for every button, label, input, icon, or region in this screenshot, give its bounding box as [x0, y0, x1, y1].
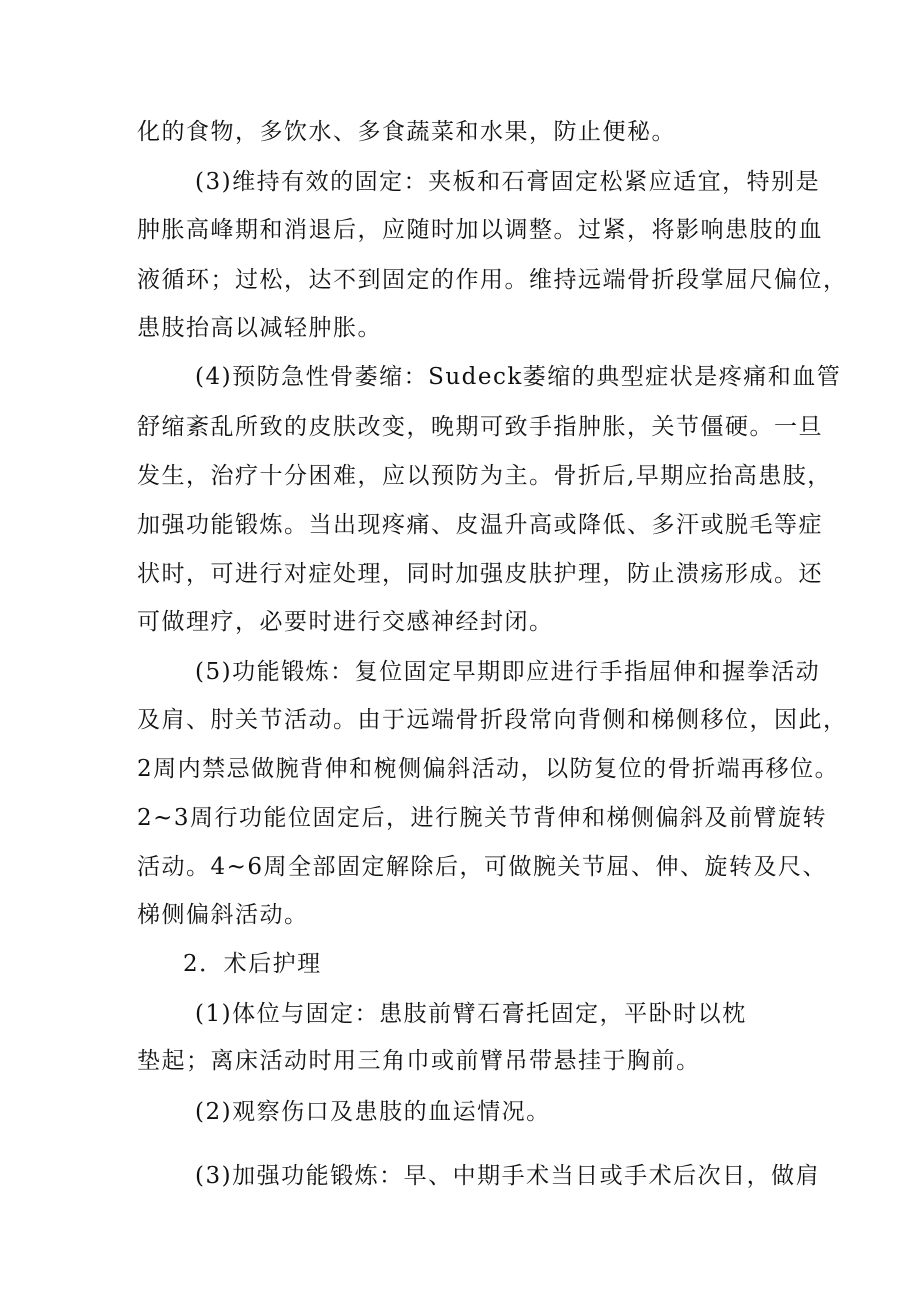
text-line: (4)预防急性骨萎缩：Sudeck萎缩的典型症状是疼痛和血管: [195, 364, 842, 390]
text-line: 发生，治疗十分困难，应以预防为主。骨折后,早期应抬高患肢，: [137, 463, 832, 489]
text-line: 梯侧偏斜活动。: [137, 902, 309, 928]
text-line: (1)体位与固定：患肢前臂石膏托固定，平卧时以枕: [195, 1001, 747, 1027]
text-line: 2~3周行功能位固定后，进行腕关节背伸和梯侧偏斜及前臂旋转: [137, 805, 828, 831]
text-line: (3)维持有效的固定：夹板和石膏固定松紧应适宜，特别是: [195, 169, 821, 195]
text-line: 2周内禁忌做腕背伸和椀侧偏斜活动，以防复位的骨折端再移位。: [137, 756, 840, 782]
text-line: (3)加强功能锻炼：早、中期手术当日或手术后次日，做肩: [195, 1163, 821, 1189]
text-line: 垫起；离床活动时用三角巾或前臂吊带悬挂于胸前。: [137, 1048, 701, 1074]
text-line: 患肢抬高以减轻肿胀。: [137, 315, 382, 341]
text-line: 肿胀高峰期和消退后，应随时加以调整。过紧，将影响患肢的血: [137, 217, 823, 243]
section-heading: 2．术后护理: [183, 951, 322, 977]
text-line: (5)功能锻炼：复位固定早期即应进行手指屈伸和握拳活动: [195, 659, 821, 685]
text-line: 化的食物，多饮水、多食蔬菜和水果，防止便秘。: [137, 119, 676, 145]
text-line: (2)观察伤口及患肢的血运情况。: [195, 1099, 551, 1125]
text-line: 活动。4~6周全部固定解除后，可做腕关节屈、伸、旋转及尺、: [137, 854, 828, 880]
text-line: 可做理疗，必要时进行交感神经封闭。: [137, 609, 554, 635]
text-line: 舒缩紊乱所致的皮肤改变，晚期可致手指肿胀，关节僵硬。一旦: [137, 414, 823, 440]
text-line: 液循环；过松，达不到固定的作用。维持远端骨折段掌屈尺偏位，: [137, 267, 848, 293]
text-line: 加强功能锻炼。当出现疼痛、皮温升高或降低、多汗或脱毛等症: [137, 512, 823, 538]
text-line: 状时，可进行对症处理，同时加强皮肤护理，防止溃疡形成。还: [137, 561, 823, 587]
text-line: 及肩、肘关节活动。由于远端骨折段常向背侧和梯侧移位，因此，: [137, 707, 848, 733]
